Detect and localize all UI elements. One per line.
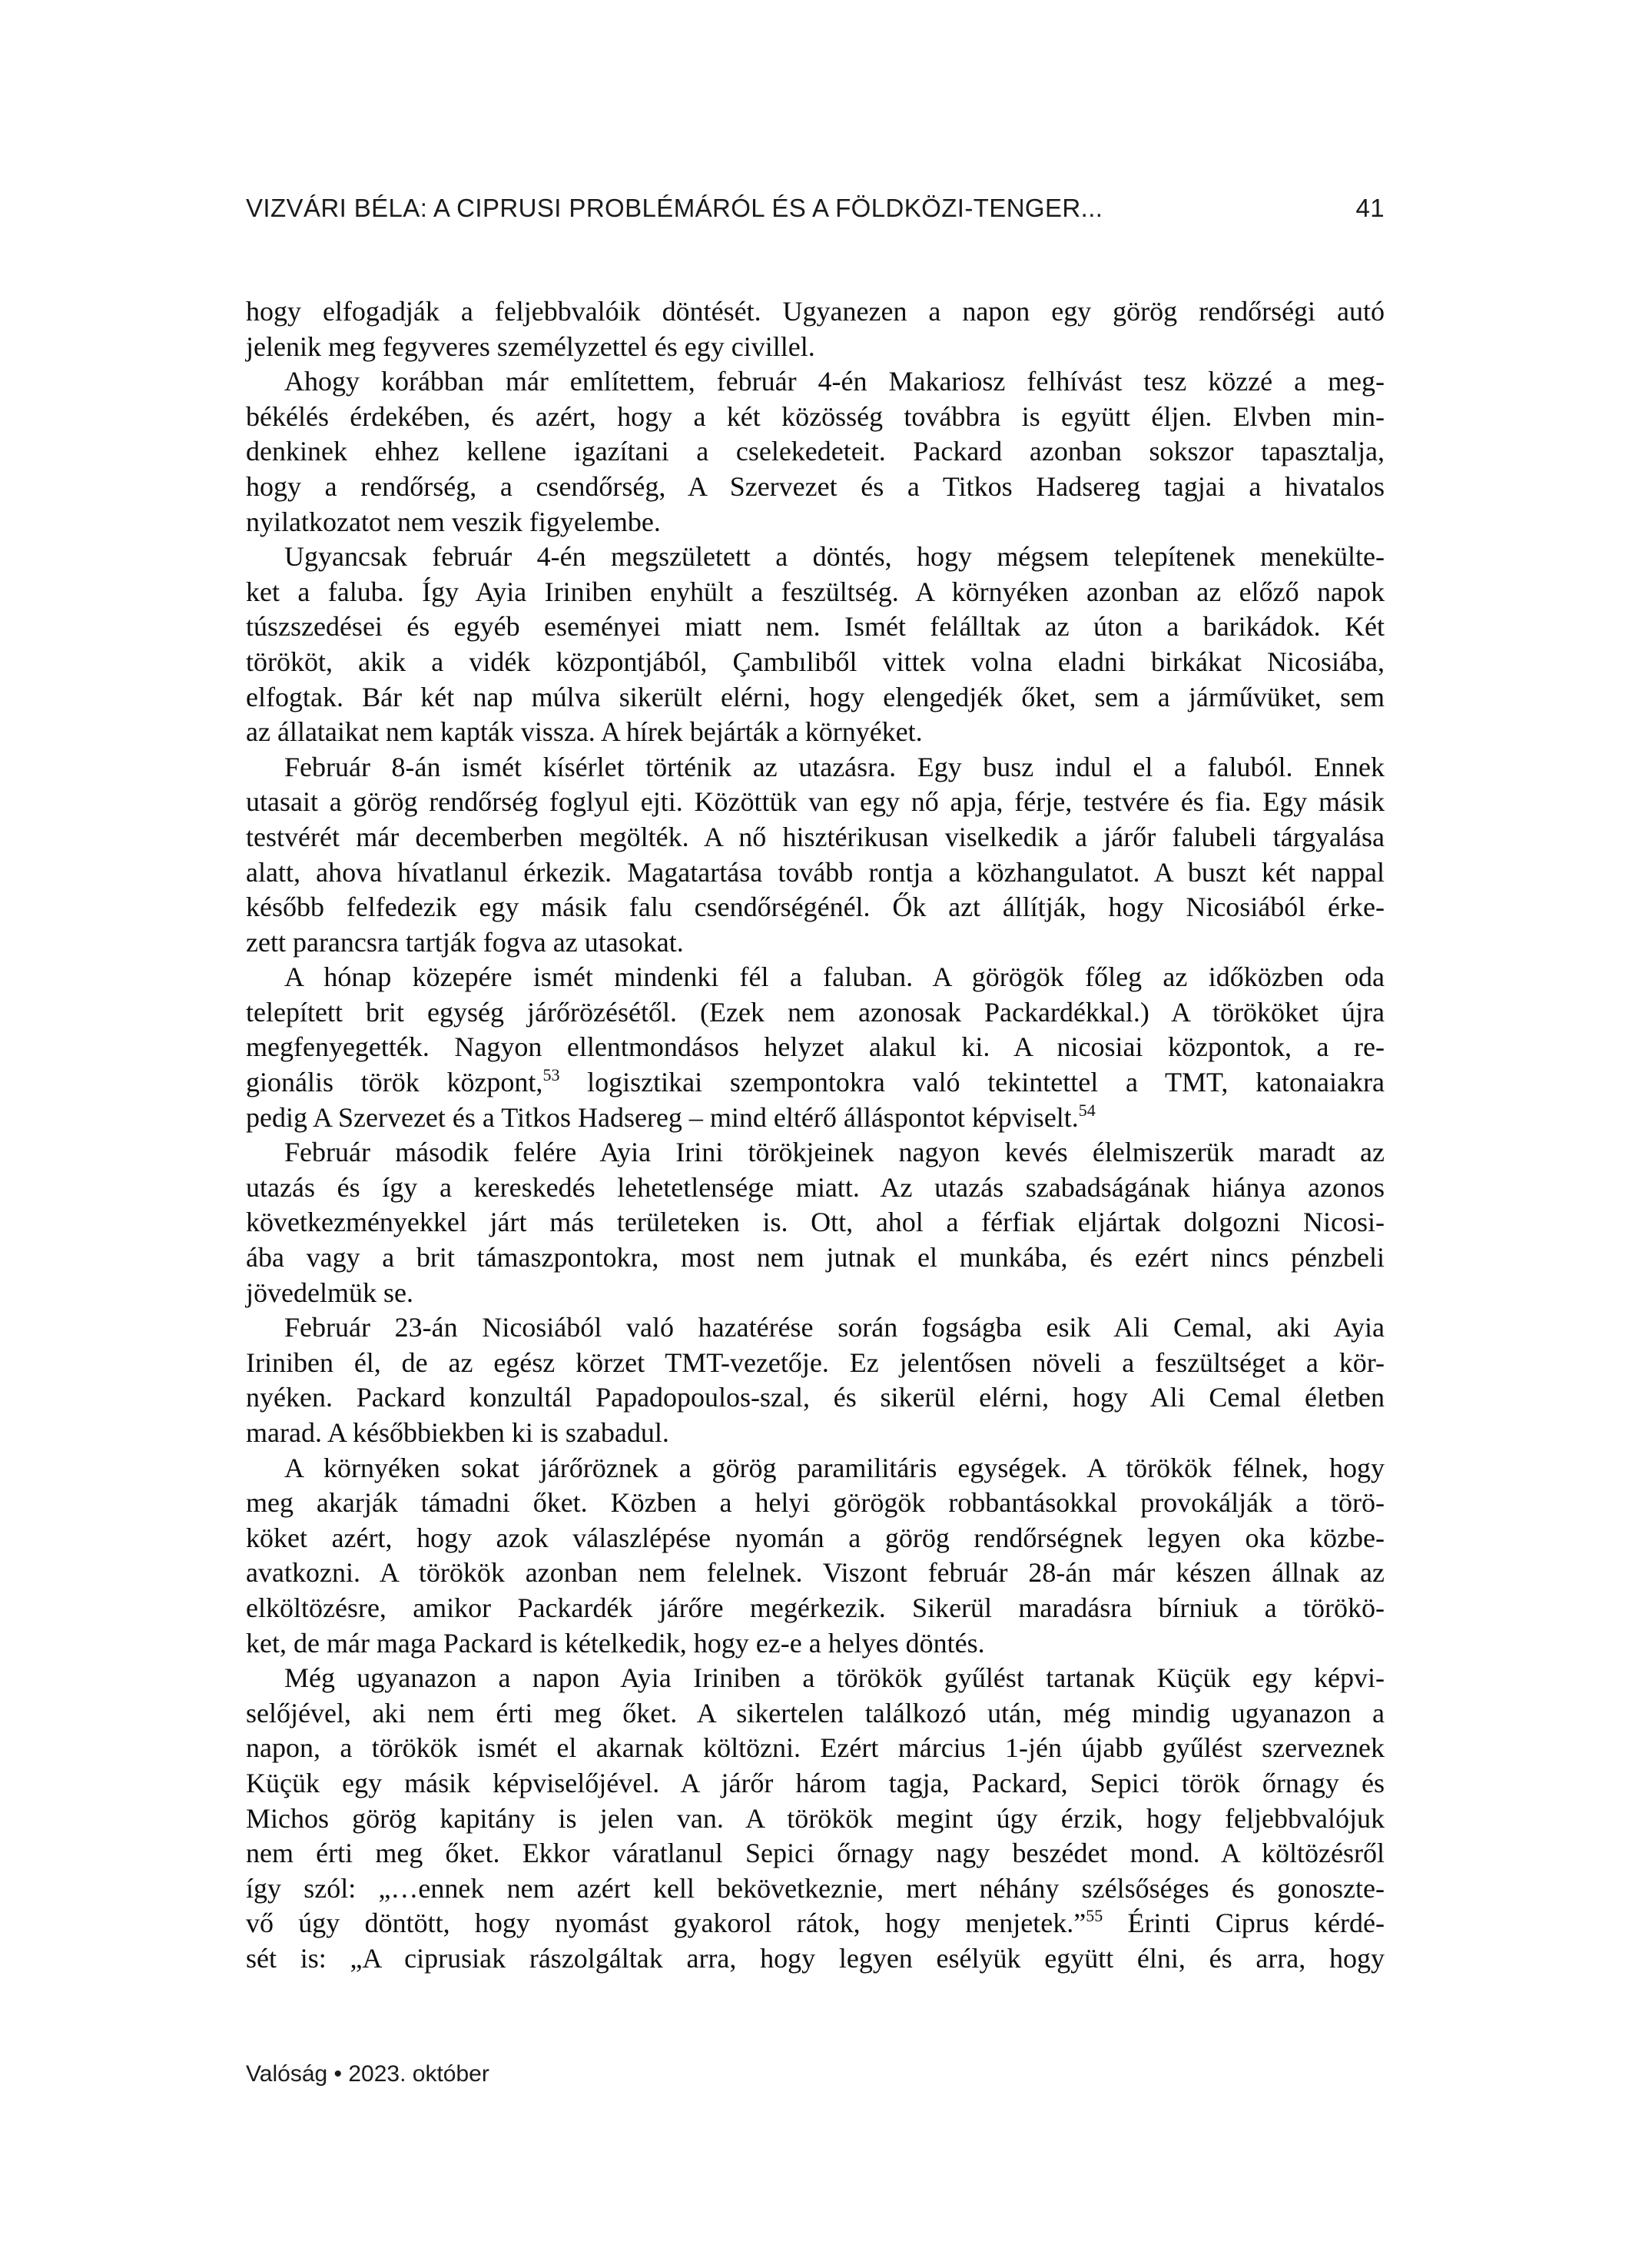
text-line: sét is: „A ciprusiak rászolgáltak arra, hogy legyen esélyük együtt élni, és arra, hogy bbox=[246, 1942, 1385, 1974]
text-line: megfenyegették. Nagyon ellentmondásos helyzet alakul ki. A nicosiai központok, a re- bbox=[246, 1031, 1385, 1063]
text-line: denkinek ehhez kellene igazítani a cselekedeteit. Packard azonban sokszor tapasztalja, bbox=[246, 436, 1385, 467]
paragraph bbox=[246, 960, 1385, 1135]
text-line: nem érti meg őket. Ekkor váratlanul Sepici őrnagy nagy beszédet mond. A költözésről bbox=[246, 1838, 1385, 1869]
text-line: Iriniben él, de az egész körzet TMT-vezetője. Ez jelentősen növeli a feszültséget a kör- bbox=[246, 1347, 1385, 1378]
text-line: köket azért, hogy azok válaszlépése nyomán a görög rendőrségnek legyen oka közbe- bbox=[246, 1522, 1385, 1553]
page-number: 41 bbox=[1355, 194, 1385, 222]
text-line: Február második felére Ayia Irini törökjeinek nagyon kevés élelmiszerük maradt az bbox=[284, 1137, 1385, 1168]
text-line: marad. A későbbiekben ki is szabadul. bbox=[246, 1417, 669, 1448]
text-line: napon, a törökök ismét el akarnak költözni. Ezért március 1-jén újabb gyűlést szerveznek bbox=[246, 1732, 1385, 1764]
text-line: Február 8-án ismét kísérlet történik az utazásra. Egy busz indul el a faluból. Ennek bbox=[284, 751, 1385, 782]
text-line: utasait a görög rendőrség foglyul ejti. Közöttük van egy nő apja, férje, testvére és fia. Egy másik bbox=[246, 786, 1385, 818]
text-line: nyéken. Packard konzultál Papadopoulos-szal, és sikerül elérni, hogy Ali Cemal életben bbox=[246, 1382, 1385, 1413]
paragraph bbox=[246, 1135, 1385, 1310]
text-line: utazás és így a kereskedés lehetetlensége miatt. Az utazás szabadságának hiánya azonos bbox=[246, 1171, 1385, 1203]
text-line: ket, de már maga Packard is kételkedik, hogy ez-e a helyes döntés. bbox=[246, 1627, 985, 1659]
text-line: ába vagy a brit támaszpontokra, most nem jutnak el munkába, és ezért nincs pénzbeli bbox=[246, 1242, 1385, 1273]
footnote-reference: 53 bbox=[542, 1065, 560, 1085]
text-line: avatkozni. A törökök azonban nem felelnek. Viszont február 28-án már készen állnak az bbox=[246, 1557, 1385, 1589]
article-body bbox=[246, 294, 1385, 1977]
text-line: selőjével, aki nem érti meg őket. A sikertelen találkozó után, még mindig ugyanazon a bbox=[246, 1697, 1385, 1728]
text-line: az állataikat nem kapták vissza. A hírek bejárták a környéket. bbox=[246, 716, 923, 748]
text-line: törököt, akik a vidék központjából, Çambıliből vittek volna eladni birkákat Nicosiába, bbox=[246, 646, 1385, 677]
text-line: Küçük egy másik képviselőjével. A járőr három tagja, Packard, Sepici török őrnagy és bbox=[246, 1767, 1385, 1798]
paragraph bbox=[246, 540, 1385, 750]
page-footer bbox=[246, 2061, 489, 2087]
text-line: pedig A Szervezet és a Titkos Hadsereg – mind eltérő álláspontot képviselt.$^{54}$ bbox=[246, 1100, 1096, 1133]
text-line: Még ugyanazon a napon Ayia Iriniben a törökök gyűlést tartanak Küçük egy képvi- bbox=[284, 1662, 1385, 1694]
text-line: hogy elfogadják a feljebbvalóik döntését. Ugyanezen a napon egy görög rendőrségi autó bbox=[246, 296, 1385, 327]
text-line: nyilatkozatot nem veszik figyelembe. bbox=[246, 506, 661, 537]
running-head-title: VIZVÁRI BÉLA: A CIPRUSI PROBLÉMÁRÓL ÉS A FÖLDKÖZI-TENGER... bbox=[246, 194, 1103, 222]
paragraph bbox=[246, 1661, 1385, 1976]
text-line: elköltözésre, amikor Packardék járőre megérkezik. Sikerül maradásra bírniuk a törökö- bbox=[246, 1592, 1385, 1623]
journal-issue-label: Valóság • 2023. október bbox=[246, 2061, 489, 2087]
text-line: békélés érdekében, és azért, hogy a két közösség továbbra is együtt éljen. Elvben min- bbox=[246, 400, 1385, 432]
text-line: jelenik meg fegyveres személyzettel és egy civillel. bbox=[246, 330, 815, 362]
text-line: testvérét már decemberben megölték. A nő hisztérikusan viselkedik a járőr falubeli tárgyalása bbox=[246, 821, 1385, 852]
text-line: így szól: „…ennek nem azért kell bekövetkeznie, mert néhány szélsőséges és gonoszte- bbox=[246, 1872, 1385, 1904]
text-line: A hónap közepére ismét mindenki fél a faluban. A görögök főleg az időközben oda bbox=[284, 961, 1385, 993]
text-line: túszszedései és egyéb eseményei miatt nem. Ismét felálltak az úton a barikádok. Két bbox=[246, 611, 1385, 643]
text-line: jövedelmük se. bbox=[246, 1277, 413, 1308]
text-line: vő úgy döntött, hogy nyomást gyakorol rátok, hogy menjetek.”$^{55}$ Érinti Ciprus kérdé- bbox=[246, 1906, 1385, 1939]
text-line: Ugyancsak február 4-én megszületett a döntés, hogy mégsem telepítenek menekülte- bbox=[284, 541, 1385, 573]
text-line: Ahogy korábban már említettem, február 4-én Makariosz felhívást tesz közzé a meg- bbox=[284, 366, 1385, 397]
text-line: meg akarják támadni őket. Közben a helyi görögök robbantásokkal provokálják a törö- bbox=[246, 1487, 1385, 1519]
paragraph bbox=[246, 294, 1385, 364]
text-line: alatt, ahova hívatlanul érkezik. Magatartása tovább rontja a közhangulatot. A buszt két nappal bbox=[246, 856, 1385, 888]
paragraph bbox=[246, 364, 1385, 540]
text-line: Február 23-án Nicosiából való hazatérése során fogságba esik Ali Cemal, aki Ayia bbox=[284, 1312, 1385, 1343]
paragraph bbox=[246, 750, 1385, 961]
text-line: zett parancsra tartják fogva az utasokat. bbox=[246, 926, 684, 958]
paragraph bbox=[246, 1451, 1385, 1662]
footnote-reference: 55 bbox=[1086, 1906, 1103, 1926]
text-line: A környéken sokat járőröznek a görög paramilitáris egységek. A törökök félnek, hogy bbox=[284, 1452, 1385, 1483]
text-line: elfogtak. Bár két nap múlva sikerült elérni, hogy elengedjék őket, sem a járművüket, sem bbox=[246, 681, 1385, 712]
text-line: következményekkel járt más területeken is. Ott, ahol a férfiak eljártak dolgozni Nicosi- bbox=[246, 1207, 1385, 1238]
paragraph bbox=[246, 1310, 1385, 1450]
footnote-reference: 54 bbox=[1078, 1100, 1096, 1120]
text-line: Michos görög kapitány is jelen van. A törökök megint úgy érzik, hogy feljebbvalójuk bbox=[246, 1802, 1385, 1834]
text-line: telepített brit egység járőrözésétől. (Ezek nem azonosak Packardékkal.) A törököket újra bbox=[246, 996, 1385, 1028]
page-header bbox=[246, 194, 1385, 223]
text-line: ket a faluba. Így Ayia Iriniben enyhült a feszültség. A környéken azonban az előző napok bbox=[246, 576, 1385, 607]
text-line: hogy a rendőrség, a csendőrség, A Szervezet és a Titkos Hadsereg tagjai a hivatalos bbox=[246, 470, 1385, 502]
text-line: később felfedezik egy másik falu csendőrségénél. Ők azt állítják, hogy Nicosiából érke- bbox=[246, 892, 1385, 923]
text-line: gionális török központ,$^{53}$ logisztikai szempontokra való tekintettel a TMT, katonaiakra bbox=[246, 1065, 1385, 1098]
